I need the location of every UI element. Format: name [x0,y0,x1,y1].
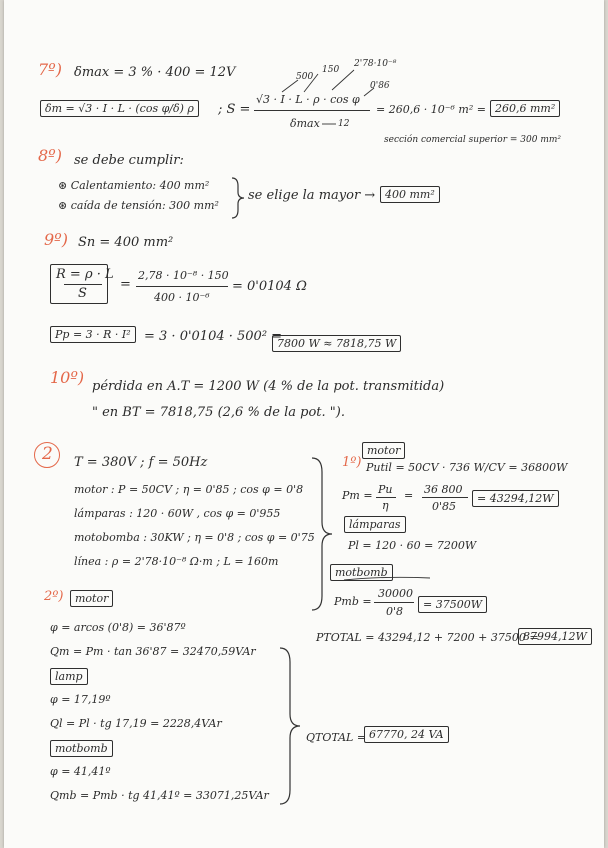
section-result-box: 260,6 mm² [490,100,560,117]
motor-data: motor : P = 50CV ; η = 0'85 ; cos φ = 0'8 [74,483,304,496]
line-data: línea : ρ = 2'78·10⁻⁸ Ω·m ; L = 160m [74,555,279,568]
section-result: = 260,6 · 10⁻⁶ m² = [376,103,486,116]
brace-q-total [280,648,300,804]
result-number-1: 1º) [342,455,362,470]
pump-reactive-power: Qmb = Pmb · tg 41,41º = 33071,25VAr [50,789,269,802]
pump-power-denominator: 0'8 [386,605,404,618]
motor-phase-angle: φ = arcos (0'8) = 36'87º [50,621,186,634]
pump-label-box-2: motbomb [50,740,113,757]
total-reactive-power-box: 67770, 24 VA [364,726,449,743]
lamp-reactive-power: Ql = Pl · tg 17,19 = 2228,4VAr [50,717,222,730]
resistance-formula-bar [64,284,102,285]
problem-number-2: 2 [42,444,53,464]
fraction-bar [254,110,370,111]
motor-power-equals: = [404,489,414,502]
resistance-result: = 0'0104 Ω [232,279,307,294]
annotation-150: 150 [322,65,340,75]
section-number-7: 7º) [38,60,62,79]
pump-power-numerator: 30000 [378,587,413,600]
power-loss-result-box: 7800 W ≈ 7818,75 W [272,335,401,352]
supply-data: T = 380V ; f = 50Hz [74,455,208,470]
section-number-8: 8º) [38,146,62,165]
delta-max-equation: δmax = 3 % · 400 = 12V [74,65,236,80]
brace-problem-2 [312,458,332,610]
heating-criterion: ⊛ Calentamiento: 400 mm² [58,179,210,192]
lamp-label-box-2: lamp [50,668,88,685]
motor-power-label: Pm = [342,489,373,502]
resistance-formula-bottom: S [78,286,87,301]
resistance-bar [136,286,228,287]
voltage-drop-formula-box: δm = √3 · I · L · (cos φ/δ) ρ [40,100,199,117]
pump-phase-angle: φ = 41,41º [50,765,111,778]
annotation-086: 0'86 [370,81,390,91]
choose-largest-text: se elige la mayor → [248,188,376,203]
voltage-drop-criterion: ⊛ caída de tensión: 300 mm² [58,199,219,212]
brace-section-8 [232,178,244,218]
section-equals-label: ; S = [218,102,251,117]
must-comply-text: se debe cumplir: [74,153,184,168]
total-active-power: PTOTAL = 43294,12 + 7200 + 37500 = [316,631,539,644]
commercial-section-note: sección comercial superior = 300 mm² [384,135,562,145]
chosen-section-box: 400 mm² [380,186,440,203]
total-active-power-box: 87994,12W [518,628,592,645]
resistance-formula-top: R = ρ · L [56,267,114,282]
power-loss-formula-box: Pp = 3 · R · I² [50,326,136,343]
resistance-denominator: 400 · 10⁻⁶ [154,291,210,304]
lamp-phase-angle: φ = 17,19º [50,693,111,706]
motor-power-result-box: = 43294,12W [472,490,559,507]
section-number-10: 10º) [50,368,85,387]
pump-data: motobomba : 30KW ; η = 0'8 ; cos φ = 0'75 [74,531,315,544]
pump-power-label: Pmb = [334,595,372,608]
motor-label-box-2: motor [70,590,113,607]
result-number-2: 2º) [44,589,64,604]
motor-power-frac-bar [376,497,396,498]
useful-power: Putil = 50CV · 736 W/CV = 36800W [366,461,568,474]
nominal-section: Sn = 400 mm² [78,235,174,250]
pump-power-bar [374,602,414,603]
equals-sign: = [120,277,131,292]
pump-power-result-box: = 37500W [418,596,487,613]
annotation-278: 2'78·10⁻⁸ [354,59,397,69]
motor-label-box-1: motor [362,442,405,459]
motor-power-frac-bot: η [382,499,389,512]
motor-power-numerator: 36 800 [424,483,463,496]
motor-reactive-power: Qm = Pm · tan 36'87 = 32470,59VAr [50,645,256,658]
loss-low-voltage: " en BT = 7818,75 (2,6 % de la pot. "). [92,405,345,420]
power-loss-equation: = 3 · 0'0104 · 500² = [144,329,283,344]
notebook-page [4,0,604,848]
motor-power-frac-top: Pu [378,483,393,496]
section-numerator: √3 · I · L · ρ · cos φ [256,93,360,106]
lamp-power: Pl = 120 · 60 = 7200W [348,539,477,552]
motor-power-denominator: 0'85 [432,500,457,513]
lamp-label-box-1: lámparas [344,516,406,533]
denominator-12: 12 [338,119,350,129]
lamp-data: lámparas : 120 · 60W , cos φ = 0'955 [74,507,281,520]
resistance-numerator: 2,78 · 10⁻⁸ · 150 [138,269,229,282]
pump-label-box-1: motbomb [330,564,393,581]
motor-power-bar [422,497,468,498]
section-number-9: 9º) [44,230,68,249]
total-reactive-power-label: QTOTAL = [306,731,367,744]
loss-high-voltage: pérdida en A.T = 1200 W (4 % de la pot. transmitida) [92,379,445,394]
annotation-500: 500 [296,72,314,82]
section-denominator: δmax [290,117,320,130]
